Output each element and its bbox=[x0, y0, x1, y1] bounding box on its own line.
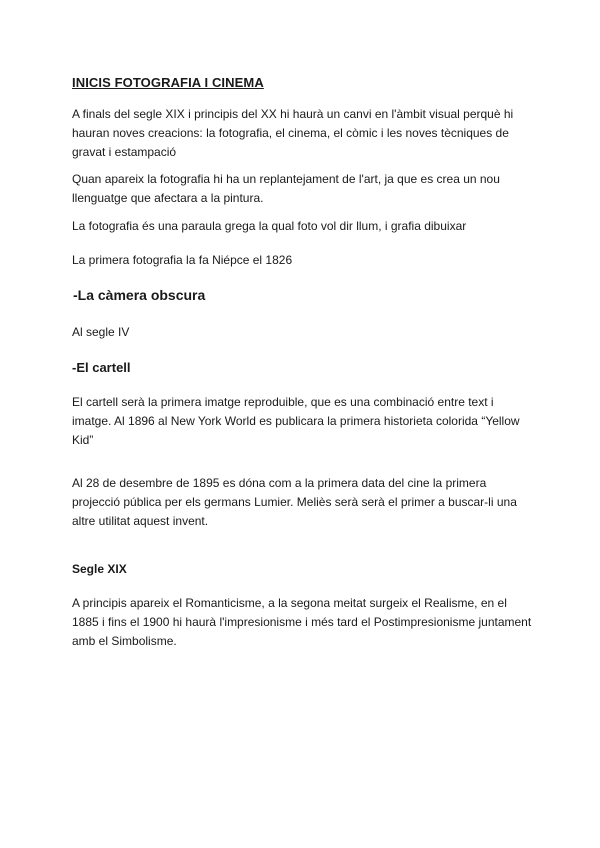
document-title: INICIS FOTOGRAFIA I CINEMA bbox=[72, 75, 264, 90]
paragraph-first-photograph: La primera fotografia la fa Niépce el 1826 bbox=[72, 253, 293, 267]
paragraph-visual-change: A finals del segle XIX i principis del XX hi haurà un canvi en l'àmbit visual perquè hi hauran noves creacions: la fotografia, el cinema, el còmic i les noves tècniques de gravat i estampació bbox=[72, 107, 514, 159]
heading-nineteenth-century: Segle XIX bbox=[72, 562, 127, 576]
paragraph-photography-art: Quan apareix la fotografia hi ha un replantejament de l'art, ja que es crea un nou llenguatge que afectara a la pintura. bbox=[72, 172, 500, 205]
paragraph-art-movements: A principis apareix el Romanticisme, a la segona meitat surgeix el Realisme, en el 1885 i fins el 1900 hi haurà l'impresionisme i més tard el Postimpresionisme juntament amb el Simbolisme. bbox=[72, 596, 532, 648]
heading-poster: -El cartell bbox=[72, 360, 131, 375]
heading-camera-obscura: -La càmera obscura bbox=[73, 287, 206, 303]
paragraph-poster: El cartell serà la primera imatge reproduible, que es una combinació entre text i imatge. Al 1896 al New York World es publicara la primera historieta colorida “Yellow Kid” bbox=[72, 395, 520, 447]
paragraph-fourth-century: Al segle IV bbox=[72, 325, 130, 339]
paragraph-photography-etymology: La fotografia és una paraula grega la qual foto vol dir llum, i grafia dibuixar bbox=[72, 219, 467, 233]
paragraph-cinema-origin: Al 28 de desembre de 1895 es dóna com a la primera data del cine la primera projecció pública per els germans Lumier. Meliès serà serà el primer a buscar-li una altre utilitat aquest invent. bbox=[72, 476, 517, 528]
